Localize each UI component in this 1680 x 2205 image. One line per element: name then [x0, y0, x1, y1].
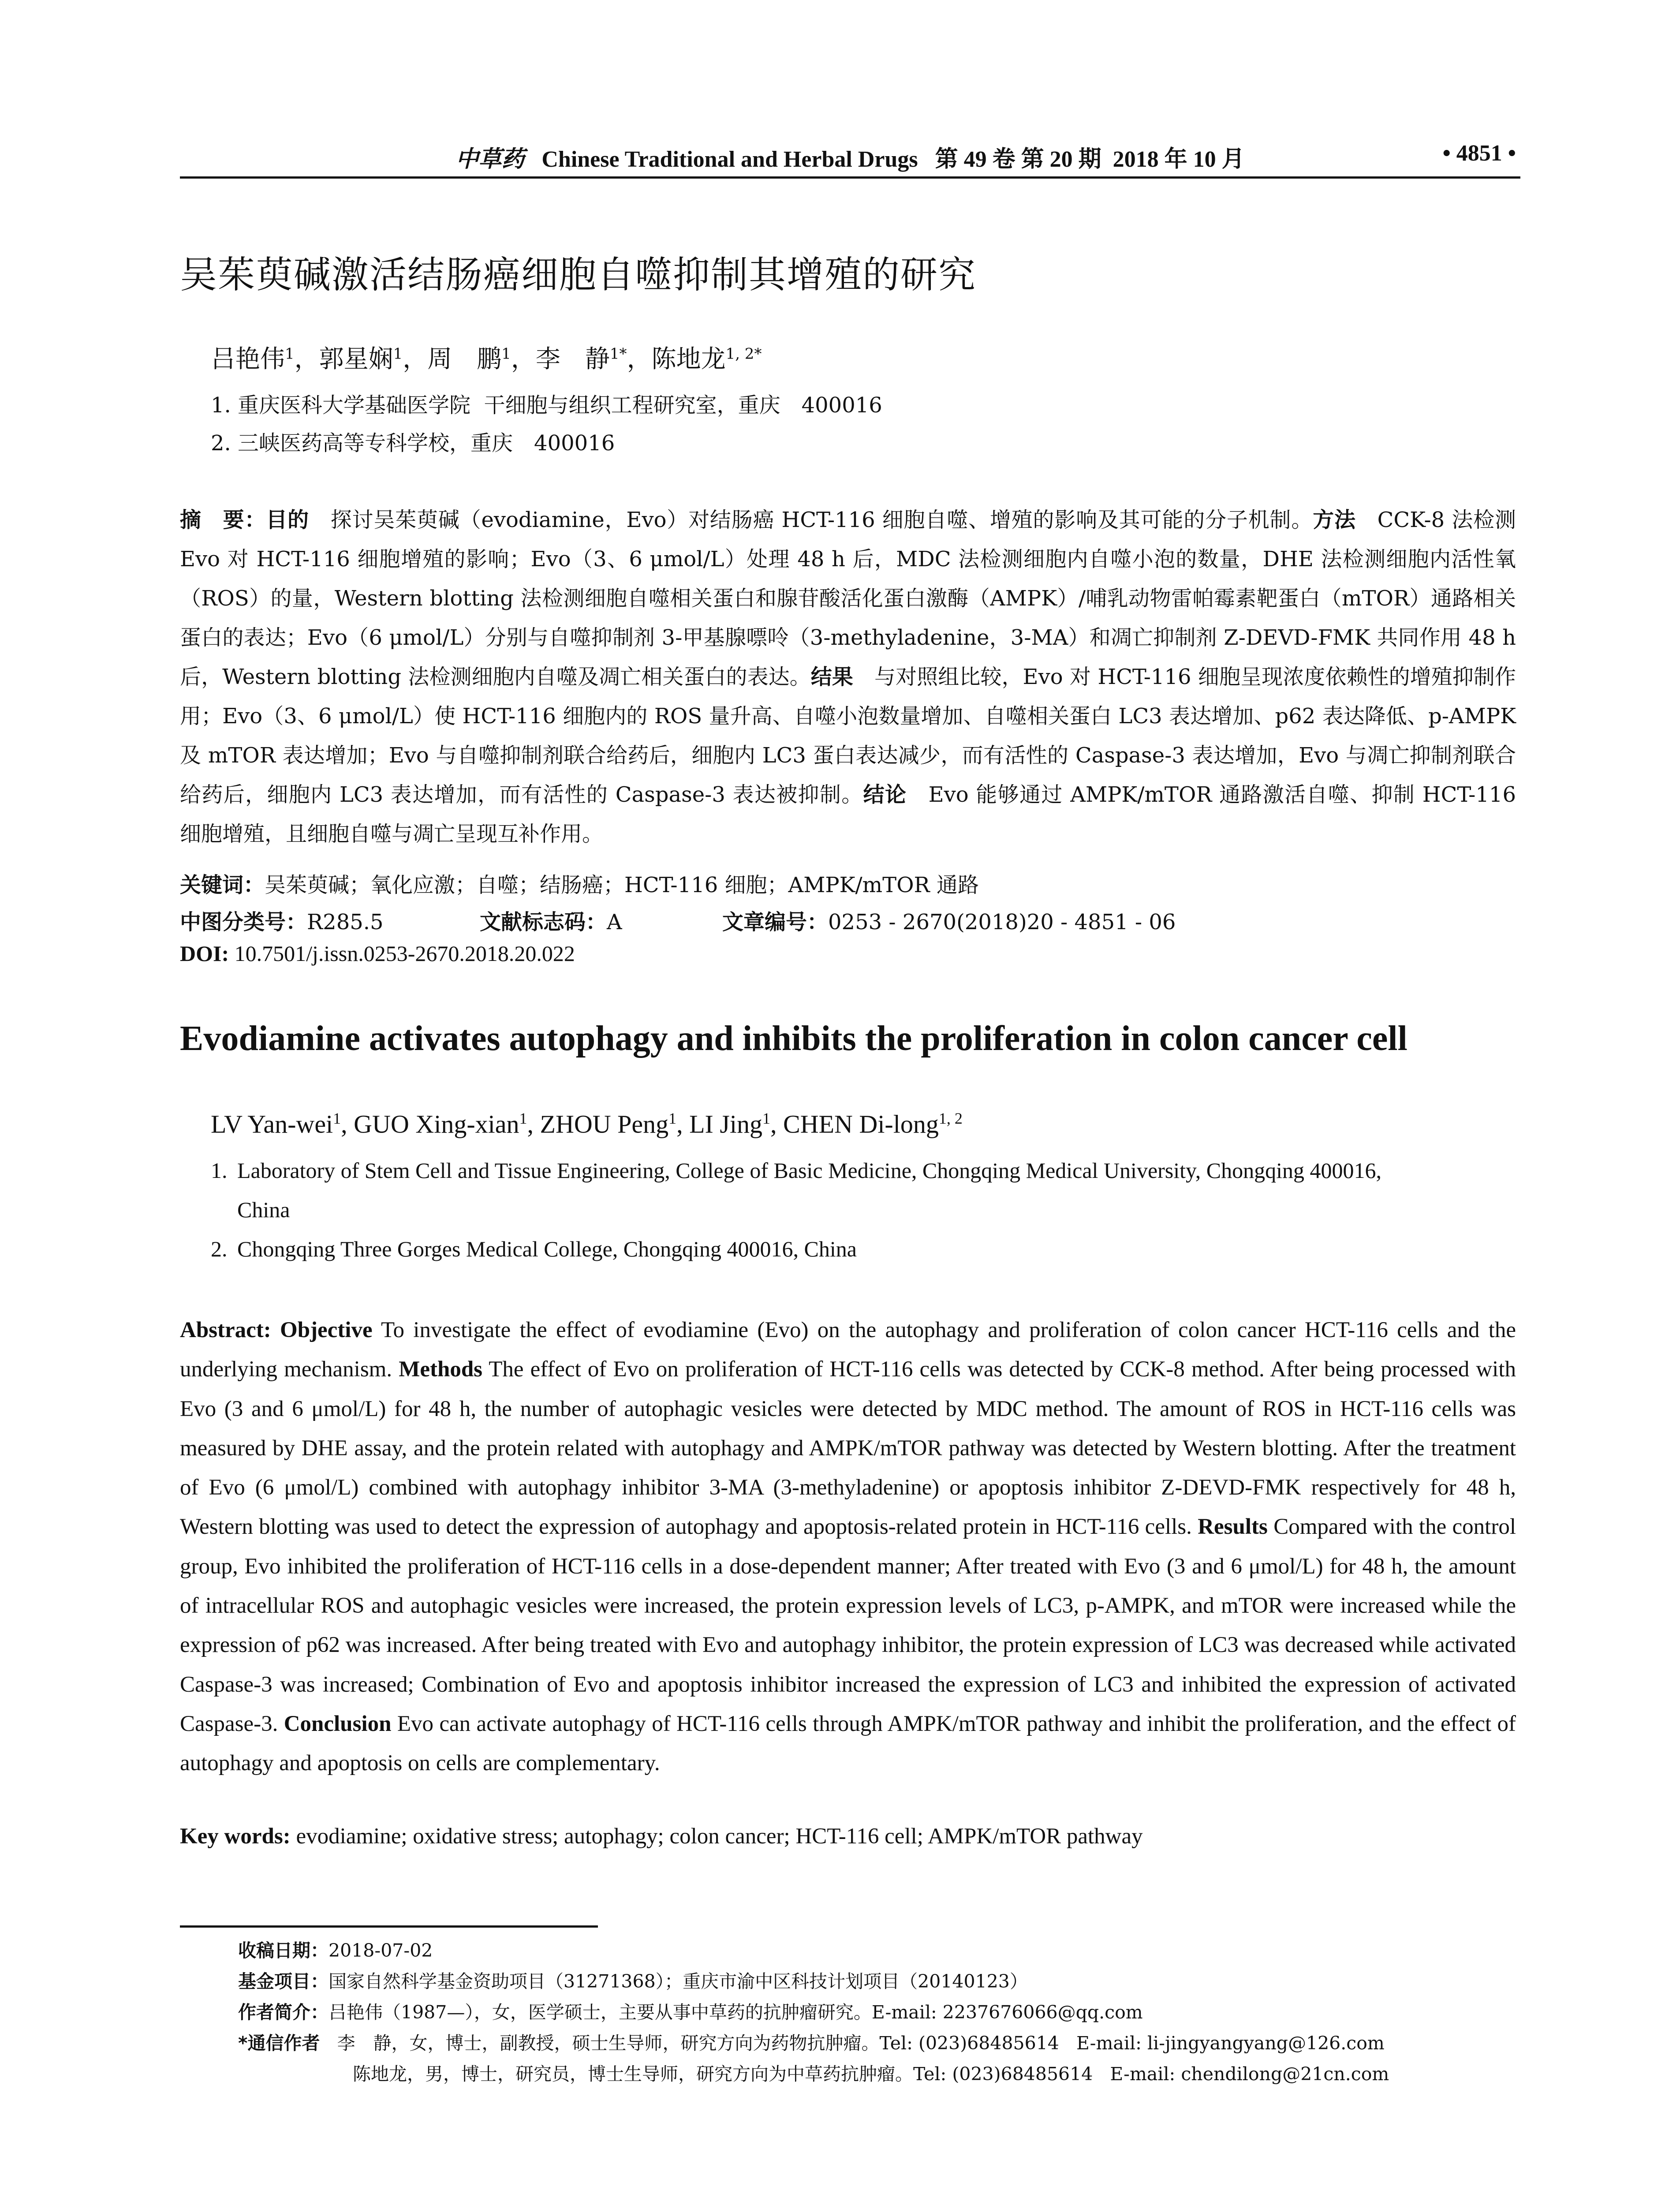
doc-code-item	[480, 905, 722, 935]
keywords-text: 吴茱萸碱；氧化应激；自噬；结肠癌；HCT-116 细胞；AMPK/mTOR 通路	[265, 873, 979, 897]
clc-value: R285.5	[307, 910, 384, 934]
journal-issue: Chinese Traditional and Herbal Drugs 第 49 卷 第 20 期 2018 年 10 月	[541, 147, 1245, 172]
results-heading: 结果	[810, 665, 853, 689]
received-label: 收稿日期：	[238, 1940, 329, 1961]
journal-logo: 中草药	[455, 146, 525, 172]
objective-heading: Objective	[280, 1318, 373, 1342]
affiliation-number: 2.	[211, 1237, 228, 1261]
abstract-label: 摘 要：	[180, 508, 266, 532]
author: 郭星娴	[319, 345, 393, 374]
author: GUO Xing-xian	[354, 1110, 519, 1139]
bio-label: 作者简介：	[238, 2002, 329, 2023]
bio-text: 吕艳伟（1987—），女，医学硕士，主要从事中草药的抗肿瘤研究。E-mail: 2237676066@qq.com	[329, 2002, 1143, 2023]
clc-label: 中图分类号：	[180, 910, 307, 934]
affiliation-text: Laboratory of Stem Cell and Tissue Engineering, College of Basic Medicine, Chongqing Medical University, Chongqing 400016,	[237, 1158, 1382, 1183]
affiliation-cn-2: 2. 三峡医药高等专科学校，重庆 400016	[211, 431, 615, 456]
title-cn: 吴茱萸碱激活结肠癌细胞自噬抑制其增殖的研究	[180, 253, 977, 296]
objective-heading: 目的	[266, 508, 309, 532]
results-text: 与对照组比较，Evo 对 HCT-116 细胞呈现浓度依赖性的增殖抑制作用；Evo（3、6 μmol/L）使 HCT-116 细胞内的 ROS 量升高、自噬小泡数量增加、自噬相关蛋白 LC3 表达增加、p62 表达降低、p-AMPK 及 mTOR 表达增加；Evo 与自噬抑制剂联合给药后，细胞内 LC3 蛋白表达减少，而有活性的 Caspase-3 表达增加，Evo 与凋亡抑制剂联合给药后，细胞内 LC3 表达增加，而有活性的 Caspase-3 表达被抑制。	[180, 665, 1516, 807]
abstract-label: Abstract:	[180, 1318, 280, 1342]
results-heading: Results	[1198, 1514, 1268, 1540]
footnote-divider	[180, 1925, 598, 1928]
corresponding-label: *通信作者	[238, 2033, 320, 2054]
page-number: • 4851 •	[1442, 141, 1516, 166]
fund-label: 基金项目：	[238, 1971, 329, 1992]
conclusion-heading: 结论	[863, 782, 907, 807]
conclusion-heading: Conclusion	[284, 1711, 392, 1736]
author-sup: 1	[668, 1110, 677, 1127]
methods-heading: Methods	[399, 1357, 483, 1382]
doi-line	[180, 941, 575, 966]
affiliation-text: Chongqing Three Gorges Medical College, Chongqing 400016, China	[237, 1237, 857, 1261]
author-sup: 1, 2	[938, 1110, 963, 1127]
methods-text: The effect of Evo on proliferation of HCT-116 cells was detected by CCK-8 method. After being processed with Evo (3 and 6 μmol/L) for 48 h, the number of autophagic vesicles were detected by MDC method. The amount of ROS in HCT-116 cells was measured by DHE assay, and the protein related with autophagy and AMPK/mTOR pathway was detected by Western blotting. After the treatment of Evo (6 μmol/L) combined with autophagy inhibitor 3-MA (3-methyladenine) or apoptosis inhibitor Z-DEVD-FMK respectively for 48 h, Western blotting was used to detect the expression of autophagy and apoptosis-related protein in HCT-116 cells.	[180, 1357, 1516, 1540]
running-header	[180, 132, 1520, 179]
footnote-corresponding-2: 陈地龙，男，博士，研究员，博士生导师，研究方向为中草药抗肿瘤。Tel: (023)68485614 E-mail: chendilong@21cn.com	[353, 2063, 1389, 2085]
author: 李 静	[535, 345, 610, 374]
footnote-corresponding	[238, 2029, 1385, 2055]
author-sup: 1	[519, 1110, 527, 1127]
title-en: Evodiamine activates autophagy and inhibits the proliferation in colon cancer cell	[180, 1019, 1407, 1058]
affiliation-en-1-line1	[211, 1151, 1516, 1190]
author-sup: 1	[762, 1110, 771, 1127]
objective-text: To investigate the effect of evodiamine (Evo) on the autophagy and proliferation of colon cancer HCT-116 cells and the underlying mechanism.	[180, 1318, 1516, 1382]
clc-item	[180, 905, 480, 935]
fund-text: 国家自然科学基金资助项目（31271368）；重庆市渝中区科技计划项目（20140123）	[329, 1971, 1028, 1992]
article-no-label: 文章编号：	[722, 910, 829, 934]
affiliation-en-2-line1	[211, 1230, 1516, 1269]
affiliation-en-1-line2: China	[237, 1197, 290, 1222]
footnote-received	[238, 1936, 433, 1962]
keywords-label: Key words:	[180, 1824, 291, 1849]
doc-code-label: 文献标志码：	[480, 910, 607, 934]
author: 陈地龙	[651, 345, 726, 374]
authors-cn: 吕艳伟$^1$，郭星娴$^1$，周 鹏$^1$，李 静$^{1*}$，陈地龙$^{1, 2*}$	[211, 345, 762, 374]
abstract-cn	[180, 501, 1516, 854]
author: 吕艳伟	[211, 345, 285, 374]
methods-text: CCK-8 法检测 Evo 对 HCT-116 细胞增殖的影响；Evo（3、6 μmol/L）处理 48 h 后，MDC 法检测细胞内自噬小泡的数量，DHE 法检测细胞内活性氧（ROS）的量，Western blotting 法检测细胞自噬相关蛋白和腺苷酸活化蛋白激酶（AMPK）/哺乳动物雷帕霉素靶蛋白（mTOR）通路相关蛋白的表达；Evo（6 μmol/L）分别与自噬抑制剂 3-甲基腺嘌呤（3-methyladenine，3-MA）和凋亡抑制剂 Z-DEVD-FMK 共同作用 48 h 后，Western blotting 法检测细胞内自噬及凋亡相关蛋白的表达。	[180, 508, 1516, 689]
keywords-en	[180, 1824, 1143, 1849]
methods-heading: 方法	[1313, 508, 1356, 532]
author: LI Jing	[689, 1110, 763, 1139]
classification-line	[180, 905, 1176, 935]
doc-code-value: A	[607, 910, 622, 934]
author: LV Yan-wei	[211, 1110, 333, 1139]
article-no-item	[722, 905, 1176, 935]
author-sup: 1	[501, 345, 511, 363]
keywords-label: 关键词：	[180, 873, 265, 897]
journal-line	[180, 140, 1520, 173]
doi-value[interactable]: 10.7501/j.issn.0253-2670.2018.20.022	[234, 941, 575, 966]
author-sup: 1	[393, 345, 403, 363]
abstract-en	[180, 1311, 1516, 1783]
conclusion-text: Evo can activate autophagy of HCT-116 cells through AMPK/mTOR pathway and inhibit the proliferation, and the effect of autophagy and apoptosis on cells are complementary.	[180, 1711, 1516, 1776]
affiliation-en-2	[211, 1230, 1516, 1269]
author-sup: 1*	[609, 345, 627, 363]
author-sup: 1	[285, 345, 295, 363]
conclusion-text: Evo 能够通过 AMPK/mTOR 通路激活自噬、抑制 HCT-116 细胞增殖，且细胞自噬与凋亡呈现互补作用。	[180, 782, 1516, 846]
affiliation-en-1	[211, 1151, 1516, 1230]
doi-label: DOI:	[180, 941, 229, 966]
affiliation-number: 1.	[211, 1158, 228, 1183]
corresponding-1: 李 静，女，博士，副教授，硕士生导师，研究方向为药物抗肿瘤。Tel: (023)68485614 E-mail: li-jingyangyang@126.com	[337, 2033, 1385, 2054]
author: ZHOU Peng	[540, 1110, 669, 1139]
footnote-bio	[238, 1998, 1143, 2024]
received-date: 2018-07-02	[329, 1940, 433, 1961]
results-text: Compared with the control group, Evo inhibited the proliferation of HCT-116 cells in a dose-dependent manner; After treated with Evo (3 and 6 μmol/L) for 48 h, the amount of intracellular ROS and autophagic vesicles were increased, the protein expression levels of LC3, p-AMPK, and mTOR were increased while the expression of p62 was increased. After being treated with Evo and autophagy inhibitor, the protein expression of LC3 was decreased while activated Caspase-3 was increased; Combination of Evo and apoptosis inhibitor increased the expression of LC3 and inhibited the expression of activated Caspase-3.	[180, 1514, 1516, 1736]
author-sup: 1	[333, 1110, 341, 1127]
affiliation-cn-1: 1. 重庆医科大学基础医学院 干细胞与组织工程研究室，重庆 400016	[211, 393, 882, 418]
keywords-cn	[180, 868, 979, 898]
author: CHEN Di-long	[783, 1110, 939, 1139]
footnote-fund	[238, 1967, 1028, 1993]
author-sup: 1, 2*	[725, 345, 762, 363]
authors-en: LV Yan-wei$^1$, GUO Xing-xian$^1$, ZHOU Peng$^1$, LI Jing$^1$, CHEN Di-long$^{1, 2}$	[211, 1110, 963, 1139]
objective-text: 探讨吴茱萸碱（evodiamine，Evo）对结肠癌 HCT-116 细胞自噬、增殖的影响及其可能的分子机制。	[309, 508, 1313, 532]
keywords-text: evodiamine; oxidative stress; autophagy; colon cancer; HCT-116 cell; AMPK/mTOR pathway	[290, 1824, 1143, 1849]
article-no-value: 0253 - 2670(2018)20 - 4851 - 06	[828, 910, 1176, 934]
author: 周 鹏	[427, 345, 502, 374]
